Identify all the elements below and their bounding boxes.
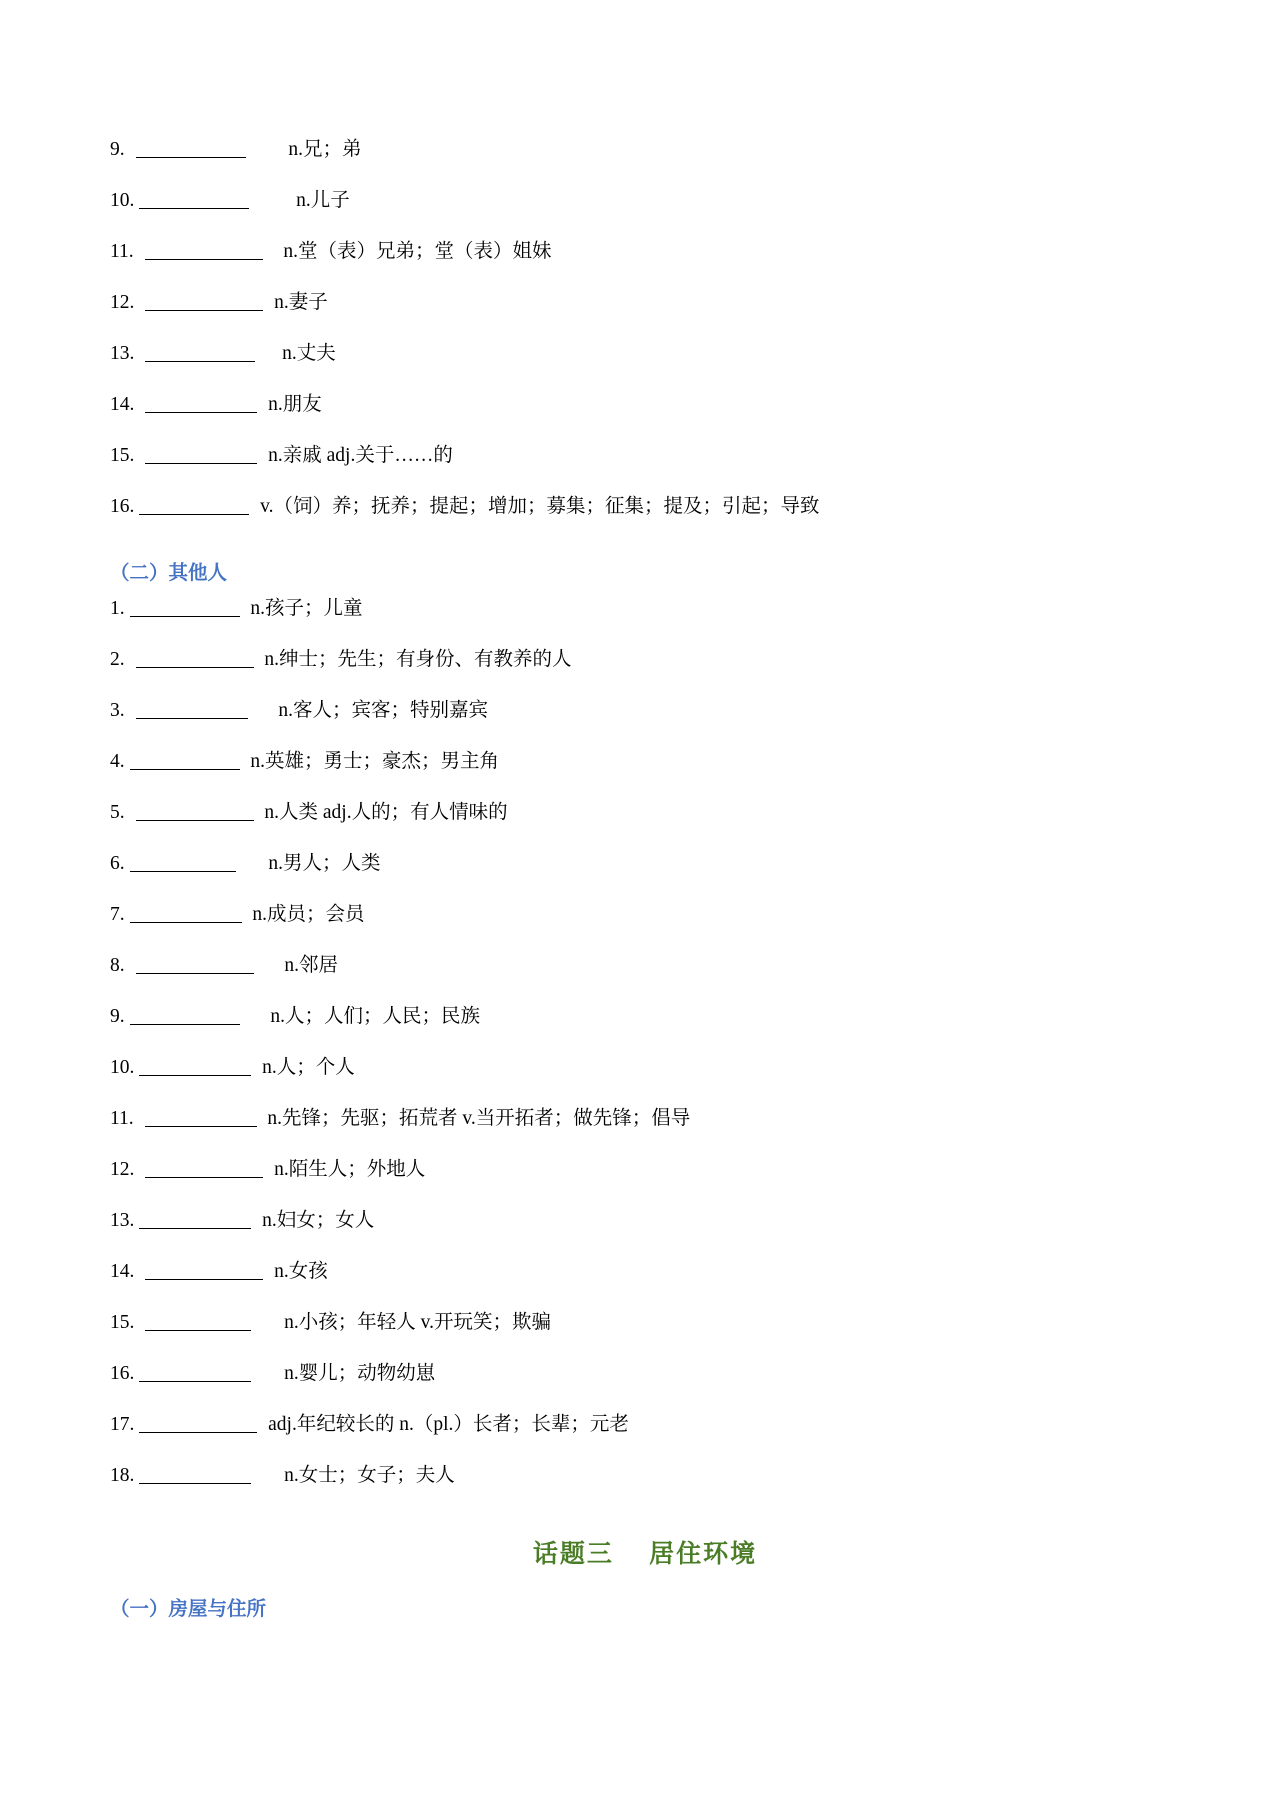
- section-other-people: [110, 599, 1180, 1517]
- answer-blank[interactable]: [139, 1415, 257, 1433]
- vocab-entry: [110, 1160, 1180, 1211]
- answer-blank[interactable]: [130, 599, 240, 617]
- answer-blank[interactable]: [136, 140, 246, 158]
- entry-number: 4.: [110, 751, 125, 772]
- entry-number: 9.: [110, 139, 125, 160]
- answer-blank[interactable]: [145, 242, 263, 260]
- answer-blank[interactable]: [130, 905, 242, 923]
- entry-gloss: n.女士；女子；夫人: [284, 1465, 455, 1486]
- answer-blank[interactable]: [145, 1262, 263, 1280]
- entry-gloss: n.邻居: [284, 955, 339, 976]
- answer-blank[interactable]: [145, 1313, 251, 1331]
- vocab-entry: [110, 1058, 1180, 1109]
- entry-number: 10.: [110, 1057, 135, 1078]
- answer-blank[interactable]: [136, 803, 254, 821]
- entry-gloss: n.孩子；儿童: [250, 598, 363, 619]
- entry-number: 8.: [110, 955, 125, 976]
- entry-gloss: n.婴儿；动物幼崽: [284, 1363, 436, 1384]
- entry-gloss: n.儿子: [296, 190, 350, 211]
- answer-blank[interactable]: [130, 752, 240, 770]
- vocab-entry: [110, 242, 1180, 293]
- entry-number: 5.: [110, 802, 125, 823]
- vocab-entry: [110, 1262, 1180, 1313]
- entry-number: 6.: [110, 853, 125, 874]
- entry-gloss: n.先锋；先驱；拓荒者 v.当开拓者；做先锋；倡导: [267, 1108, 691, 1129]
- entry-gloss: v.（饲）养；抚养；提起；增加；募集；征集；提及；引起；导致: [260, 496, 820, 517]
- vocab-entry: [110, 905, 1180, 956]
- answer-blank[interactable]: [139, 1466, 251, 1484]
- entry-number: 11.: [110, 1108, 134, 1129]
- entry-gloss: n.小孩；年轻人 v.开玩笑；欺骗: [284, 1312, 551, 1333]
- entry-number: 7.: [110, 904, 125, 925]
- vocab-entry: [110, 854, 1180, 905]
- answer-blank[interactable]: [145, 344, 255, 362]
- entry-number: 9.: [110, 1006, 125, 1027]
- entry-number: 11.: [110, 241, 134, 262]
- vocab-entry: [110, 1415, 1180, 1466]
- section-family-continued: [110, 140, 1180, 548]
- entry-gloss: n.人；人们；人民；民族: [270, 1006, 481, 1027]
- entry-number: 16.: [110, 1363, 135, 1384]
- entry-gloss: n.丈夫: [282, 343, 336, 364]
- vocab-entry: [110, 1364, 1180, 1415]
- vocab-entry: [110, 446, 1180, 497]
- entry-number: 13.: [110, 1210, 135, 1231]
- vocab-entry: [110, 752, 1180, 803]
- vocab-entry: [110, 191, 1180, 242]
- entry-number: 14.: [110, 1261, 135, 1282]
- entry-gloss: n.堂（表）兄弟；堂（表）姐妹: [283, 241, 552, 262]
- entry-gloss: n.妻子: [274, 292, 328, 313]
- answer-blank[interactable]: [139, 1211, 251, 1229]
- answer-blank[interactable]: [145, 1160, 263, 1178]
- answer-blank[interactable]: [130, 854, 236, 872]
- entry-number: 15.: [110, 1312, 135, 1333]
- vocab-entry: [110, 650, 1180, 701]
- entry-gloss: n.客人；宾客；特别嘉宾: [278, 700, 489, 721]
- topic-title: 话题三 居住环境: [532, 1541, 758, 1568]
- vocab-entry: [110, 803, 1180, 854]
- entry-number: 2.: [110, 649, 125, 670]
- entry-number: 1.: [110, 598, 125, 619]
- entry-number: 13.: [110, 343, 135, 364]
- entry-gloss: n.亲戚 adj.关于……的: [268, 445, 453, 466]
- vocab-entry: [110, 1313, 1180, 1364]
- vocab-entry: [110, 599, 1180, 650]
- answer-blank[interactable]: [130, 1007, 240, 1025]
- entry-number: 14.: [110, 394, 135, 415]
- entry-number: 12.: [110, 292, 135, 313]
- answer-blank[interactable]: [145, 293, 263, 311]
- vocab-entry: [110, 395, 1180, 446]
- answer-blank[interactable]: [139, 1364, 251, 1382]
- vocab-entry: [110, 344, 1180, 395]
- entry-gloss: n.男人；人类: [268, 853, 381, 874]
- entry-gloss: n.兄；弟: [288, 139, 362, 160]
- topic-subheading-housing: （一）房屋与住所: [110, 1599, 267, 1620]
- answer-blank[interactable]: [136, 956, 254, 974]
- entry-gloss: n.成员；会员: [252, 904, 365, 925]
- answer-blank[interactable]: [139, 191, 249, 209]
- entry-gloss: n.人；个人: [262, 1057, 355, 1078]
- vocab-entry: [110, 1007, 1180, 1058]
- section-heading-other-people: （二）其他人: [110, 563, 228, 584]
- vocab-entry: [110, 1466, 1180, 1517]
- answer-blank[interactable]: [136, 650, 254, 668]
- answer-blank[interactable]: [145, 446, 257, 464]
- entry-number: 17.: [110, 1414, 135, 1435]
- vocab-entry: [110, 956, 1180, 1007]
- vocab-entry: [110, 140, 1180, 191]
- vocab-entry: [110, 1109, 1180, 1160]
- entry-number: 18.: [110, 1465, 135, 1486]
- answer-blank[interactable]: [145, 395, 257, 413]
- entry-gloss: n.陌生人；外地人: [274, 1159, 426, 1180]
- answer-blank[interactable]: [136, 701, 248, 719]
- vocab-entry: [110, 701, 1180, 752]
- entry-number: 3.: [110, 700, 125, 721]
- answer-blank[interactable]: [145, 1109, 257, 1127]
- entry-gloss: n.绅士；先生；有身份、有教养的人: [264, 649, 572, 670]
- entry-gloss: adj.年纪较长的 n.（pl.）长者；长辈；元老: [268, 1414, 629, 1435]
- vocab-entry: [110, 293, 1180, 344]
- entry-number: 16.: [110, 496, 135, 517]
- entry-gloss: n.朋友: [268, 394, 322, 415]
- entry-number: 15.: [110, 445, 135, 466]
- entry-gloss: n.妇女；女人: [262, 1210, 375, 1231]
- answer-blank[interactable]: [139, 497, 249, 515]
- vocab-entry: [110, 497, 1180, 548]
- entry-number: 12.: [110, 1159, 135, 1180]
- vocab-entry: [110, 1211, 1180, 1262]
- entry-gloss: n.人类 adj.人的；有人情味的: [264, 802, 508, 823]
- answer-blank[interactable]: [139, 1058, 251, 1076]
- entry-gloss: n.英雄；勇士；豪杰；男主角: [250, 751, 500, 772]
- document-content: [110, 140, 1180, 1633]
- entry-gloss: n.女孩: [274, 1261, 328, 1282]
- entry-number: 10.: [110, 190, 135, 211]
